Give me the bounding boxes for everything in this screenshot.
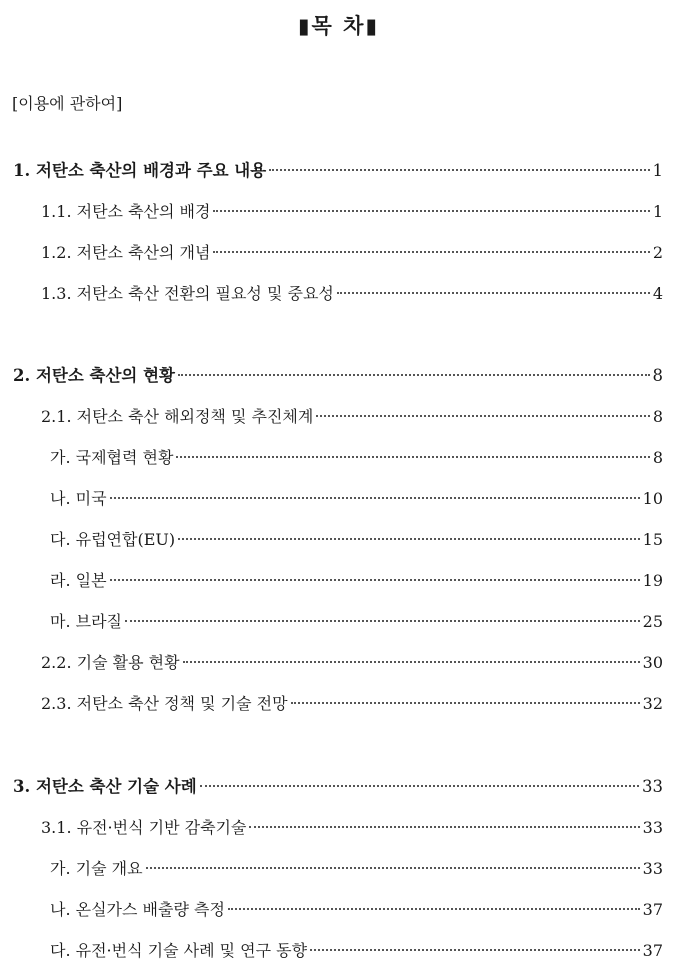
toc-entry[interactable] xyxy=(13,775,663,799)
toc-entry[interactable] xyxy=(41,692,663,716)
toc-entry-page: 1 xyxy=(652,161,663,180)
toc-entry[interactable] xyxy=(50,857,663,881)
toc-entry[interactable] xyxy=(50,898,663,922)
toc-entry-label: 1.3. 저탄소 축산 전환의 필요성 및 중요성 xyxy=(41,284,334,303)
toc-entry-page: 33 xyxy=(642,859,663,878)
dot-leader xyxy=(269,169,649,171)
toc-entry[interactable] xyxy=(13,159,663,183)
dot-leader xyxy=(125,620,640,622)
toc-entry-label: 1.2. 저탄소 축산의 개념 xyxy=(41,243,211,262)
toc-entry-label: 나. 미국 xyxy=(50,489,107,508)
toc-entry-page: 33 xyxy=(642,777,663,796)
dot-leader xyxy=(178,538,640,540)
dot-leader xyxy=(176,456,649,458)
toc-entry[interactable] xyxy=(50,528,663,552)
dot-leader xyxy=(110,497,640,499)
dot-leader xyxy=(291,702,640,704)
toc-entry-label: 2.2. 기술 활용 현황 xyxy=(41,653,180,672)
toc-entry[interactable] xyxy=(41,405,663,429)
dot-leader xyxy=(110,579,640,581)
dot-leader xyxy=(146,867,640,869)
toc-entry-label: 다. 유럽연합(EU) xyxy=(50,530,176,549)
dot-leader xyxy=(213,210,649,212)
toc-entry-label: 2.3. 저탄소 축산 정책 및 기술 전망 xyxy=(41,694,288,713)
toc-entry[interactable] xyxy=(50,569,663,593)
toc-entry[interactable] xyxy=(50,446,663,470)
toc-entry[interactable] xyxy=(41,816,663,840)
toc-entry-label: 가. 국제협력 현황 xyxy=(50,448,174,467)
dot-leader xyxy=(310,949,640,951)
usage-note: [이용에 관하여] xyxy=(12,94,123,113)
toc-entry-label: 1.1. 저탄소 축산의 배경 xyxy=(41,202,211,221)
toc-entry[interactable] xyxy=(50,610,663,634)
toc-entry-label: 2. 저탄소 축산의 현황 xyxy=(13,366,175,385)
dot-leader xyxy=(249,826,639,828)
toc-title: ▮목 차▮ xyxy=(298,14,379,38)
toc-entry-page: 8 xyxy=(652,448,663,467)
toc-entry-page: 1 xyxy=(652,202,663,221)
toc-entry-label: 1. 저탄소 축산의 배경과 주요 내용 xyxy=(13,161,267,180)
toc-entry[interactable] xyxy=(41,282,663,306)
toc-entry-label: 2.1. 저탄소 축산 해외정책 및 추진체계 xyxy=(41,407,314,426)
toc-entry[interactable] xyxy=(41,200,663,224)
toc-entry-label: 3. 저탄소 축산 기술 사례 xyxy=(13,777,197,796)
dot-leader xyxy=(178,374,650,376)
toc-entry[interactable] xyxy=(13,364,663,388)
toc-entry-page: 4 xyxy=(652,284,663,303)
toc-entry-label: 다. 유전·번식 기술 사례 및 연구 동향 xyxy=(50,941,308,960)
dot-leader xyxy=(228,908,640,910)
toc-entry-label: 마. 브라질 xyxy=(50,612,122,631)
toc-entry-page: 25 xyxy=(642,612,663,631)
dot-leader xyxy=(200,785,639,787)
toc-entry-label: 3.1. 유전·번식 기반 감축기술 xyxy=(41,818,247,837)
toc-entry[interactable] xyxy=(50,487,663,511)
toc-entry-page: 37 xyxy=(642,941,663,960)
dot-leader xyxy=(337,292,650,294)
dot-leader xyxy=(183,661,640,663)
toc-entry-page: 15 xyxy=(642,530,663,549)
toc-entry-page: 32 xyxy=(642,694,663,713)
toc-entry-label: 가. 기술 개요 xyxy=(50,859,143,878)
toc-entry-page: 8 xyxy=(652,407,663,426)
toc-entry-page: 37 xyxy=(642,900,663,919)
toc-entry-page: 2 xyxy=(652,243,663,262)
toc-entry[interactable] xyxy=(41,241,663,265)
toc-entry-page: 8 xyxy=(652,366,663,385)
toc-entry-page: 33 xyxy=(642,818,663,837)
toc-entry-page: 30 xyxy=(642,653,663,672)
toc-entry-label: 라. 일본 xyxy=(50,571,107,590)
toc-entry[interactable] xyxy=(50,939,663,963)
toc-entry-label: 나. 온실가스 배출량 측정 xyxy=(50,900,225,919)
dot-leader xyxy=(316,415,649,417)
toc-entry-page: 19 xyxy=(642,571,663,590)
toc-entry-page: 10 xyxy=(642,489,663,508)
toc-entry[interactable] xyxy=(41,651,663,675)
dot-leader xyxy=(213,251,649,253)
